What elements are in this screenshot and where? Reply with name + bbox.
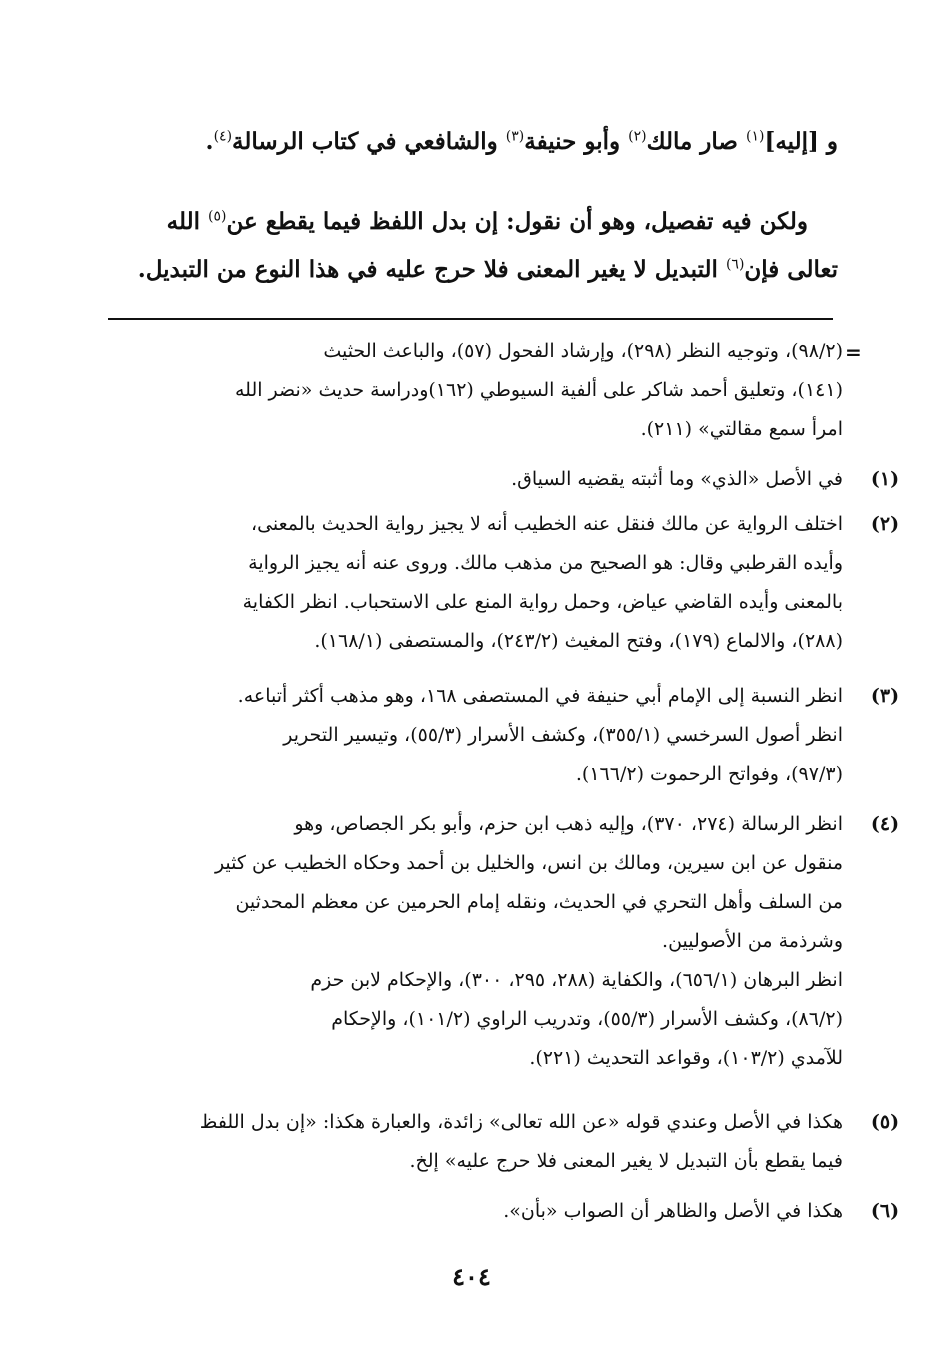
footnote-line: فيما يقطع بأن التبديل لا يغير المعنى فلا حرج عليه» إلخ. bbox=[409, 1150, 843, 1172]
footnote-line: (٩٨/٢)، وتوجيه النظر (٢٩٨)، وإرشاد الفحول (٥٧)، والباعث الحثيث bbox=[323, 340, 843, 362]
footnote-line: اختلف الرواية عن مالك فنقل عنه الخطيب أنه لا يجيز رواية الحديث بالمعنى، bbox=[250, 513, 843, 535]
footnote-reference[interactable]: (٦) bbox=[725, 256, 745, 273]
footnote-number: (٦) bbox=[870, 1200, 900, 1222]
footnote-line: وشرذمة من الأصوليين. bbox=[662, 930, 843, 952]
main-text-segment: ولكن فيه تفصيل، وهو أن نقول: إن بدل اللفظ فيما يقطع عن bbox=[226, 208, 808, 235]
footnote-line: هكذا في الأصل والظاهر أن الصواب «بأن». bbox=[503, 1200, 843, 1222]
footnote-1 bbox=[90, 460, 900, 499]
footnote-line: انظر أصول السرخسي (٣٥٥/١)، وكشف الأسرار (٥٥/٣)، وتيسير التحرير bbox=[283, 724, 843, 746]
footnote-line: امرأ سمع مقالتي» (٢١١). bbox=[640, 418, 843, 440]
footnote-3 bbox=[90, 677, 900, 794]
footnote-5 bbox=[90, 1103, 900, 1181]
footnote-line: (١٤١)، وتعليق أحمد شاكر على ألفية السيوطي (١٦٢)ودراسة حديث «نضر الله bbox=[234, 379, 843, 401]
main-text-segment: صار مالك bbox=[646, 128, 746, 155]
main-text-segment: . bbox=[205, 128, 214, 155]
footnote-reference[interactable]: (٤) bbox=[213, 128, 233, 145]
footnote-line: منقول عن ابن سيرين، ومالك بن انس، والخليل بن أحمد وحكاه الخطيب عن كثير bbox=[214, 852, 843, 874]
footnote-line: (٩٧/٣)، وفواتح الرحموت (١٦٦/٢). bbox=[575, 763, 843, 785]
footnote-line: انظر البرهان (٦٥٦/١)، والكفاية (٢٨٨، ٢٩٥، ٣٠٠)، والإحكام لابن حزم bbox=[310, 969, 843, 991]
footnote-line: (٢٨٨)، والالماع (١٧٩)، وفتح المغيث (٢٤٣/٢)، والمستصفى (١٦٨/١). bbox=[314, 630, 843, 652]
footnote-reference[interactable]: (٢) bbox=[628, 128, 647, 145]
footnote-line: وأيده القرطبي وقال: هو الصحيح من مذهب مالك. وروى عنه أنه يجيز الرواية bbox=[248, 552, 843, 574]
footnote-line: (٨٦/٢)، وكشف الأسرار (٥٥/٣)، وتدريب الراوي (١٠١/٢)، والإحكام bbox=[331, 1008, 843, 1030]
footnote-reference[interactable]: (٥) bbox=[208, 208, 227, 225]
footnote-4 bbox=[90, 805, 900, 1078]
footnote-separator bbox=[108, 318, 833, 320]
page-number: ٤٠٤ bbox=[452, 1262, 491, 1291]
footnote-6 bbox=[90, 1192, 900, 1231]
main-text-line-3 bbox=[88, 250, 838, 290]
footnote-line: في الأصل «الذي» وما أثبته يقضيه السياق. bbox=[511, 468, 843, 490]
footnote-reference[interactable]: (١) bbox=[745, 128, 765, 145]
main-text-segment: والشافعي في كتاب الرسالة bbox=[232, 128, 506, 155]
footnote-number: (٣) bbox=[870, 685, 900, 707]
main-text-segment: الله bbox=[166, 208, 209, 235]
footnote-number: (٥) bbox=[870, 1111, 900, 1133]
footnote-number: (٤) bbox=[870, 813, 900, 835]
main-text-segment: و [إليه] bbox=[764, 128, 838, 155]
footnote-reference[interactable]: (٣) bbox=[505, 128, 525, 145]
footnote-number: (٢) bbox=[870, 513, 900, 535]
main-text-segment: وأبو حنيفة bbox=[524, 128, 629, 155]
main-text-line-1 bbox=[88, 122, 838, 162]
footnote-line: من السلف وأهل التحري في الحديث، ونقله إمام الحرمين عن معظم المحدثين bbox=[235, 891, 843, 913]
main-text-segment: التبديل لا يغير المعنى فلا حرج عليه في هذا النوع من التبديل. bbox=[137, 256, 726, 283]
footnote-line: بالمعنى وأيده القاضي عياض، وحمل رواية المنع على الاستحباب. انظر الكفاية bbox=[242, 591, 843, 613]
footnote-line: هكذا في الأصل وعندي قوله «عن الله تعالى» زائدة، والعبارة هكذا: «إن بدل اللفظ bbox=[199, 1111, 843, 1133]
footnote-line: للآمدي (١٠٣/٢)، وقواعد التحديث (٢٢١). bbox=[529, 1047, 843, 1069]
continuation-mark: = bbox=[845, 340, 862, 364]
footnote-2 bbox=[90, 505, 900, 661]
footnote-continuation bbox=[90, 332, 843, 449]
main-text-segment: تعالى فإن bbox=[744, 256, 838, 283]
footnote-line: انظر الرسالة (٢٧٤، ٣٧٠)، وإليه ذهب ابن حزم، وأبو بكر الجصاص، وهو bbox=[294, 813, 843, 835]
footnote-line: انظر النسبة إلى الإمام أبي حنيفة في المستصفى ١٦٨، وهو مذهب أكثر أتباعه. bbox=[237, 685, 843, 707]
main-text-line-2 bbox=[88, 202, 808, 242]
footnote-number: (١) bbox=[870, 468, 900, 490]
